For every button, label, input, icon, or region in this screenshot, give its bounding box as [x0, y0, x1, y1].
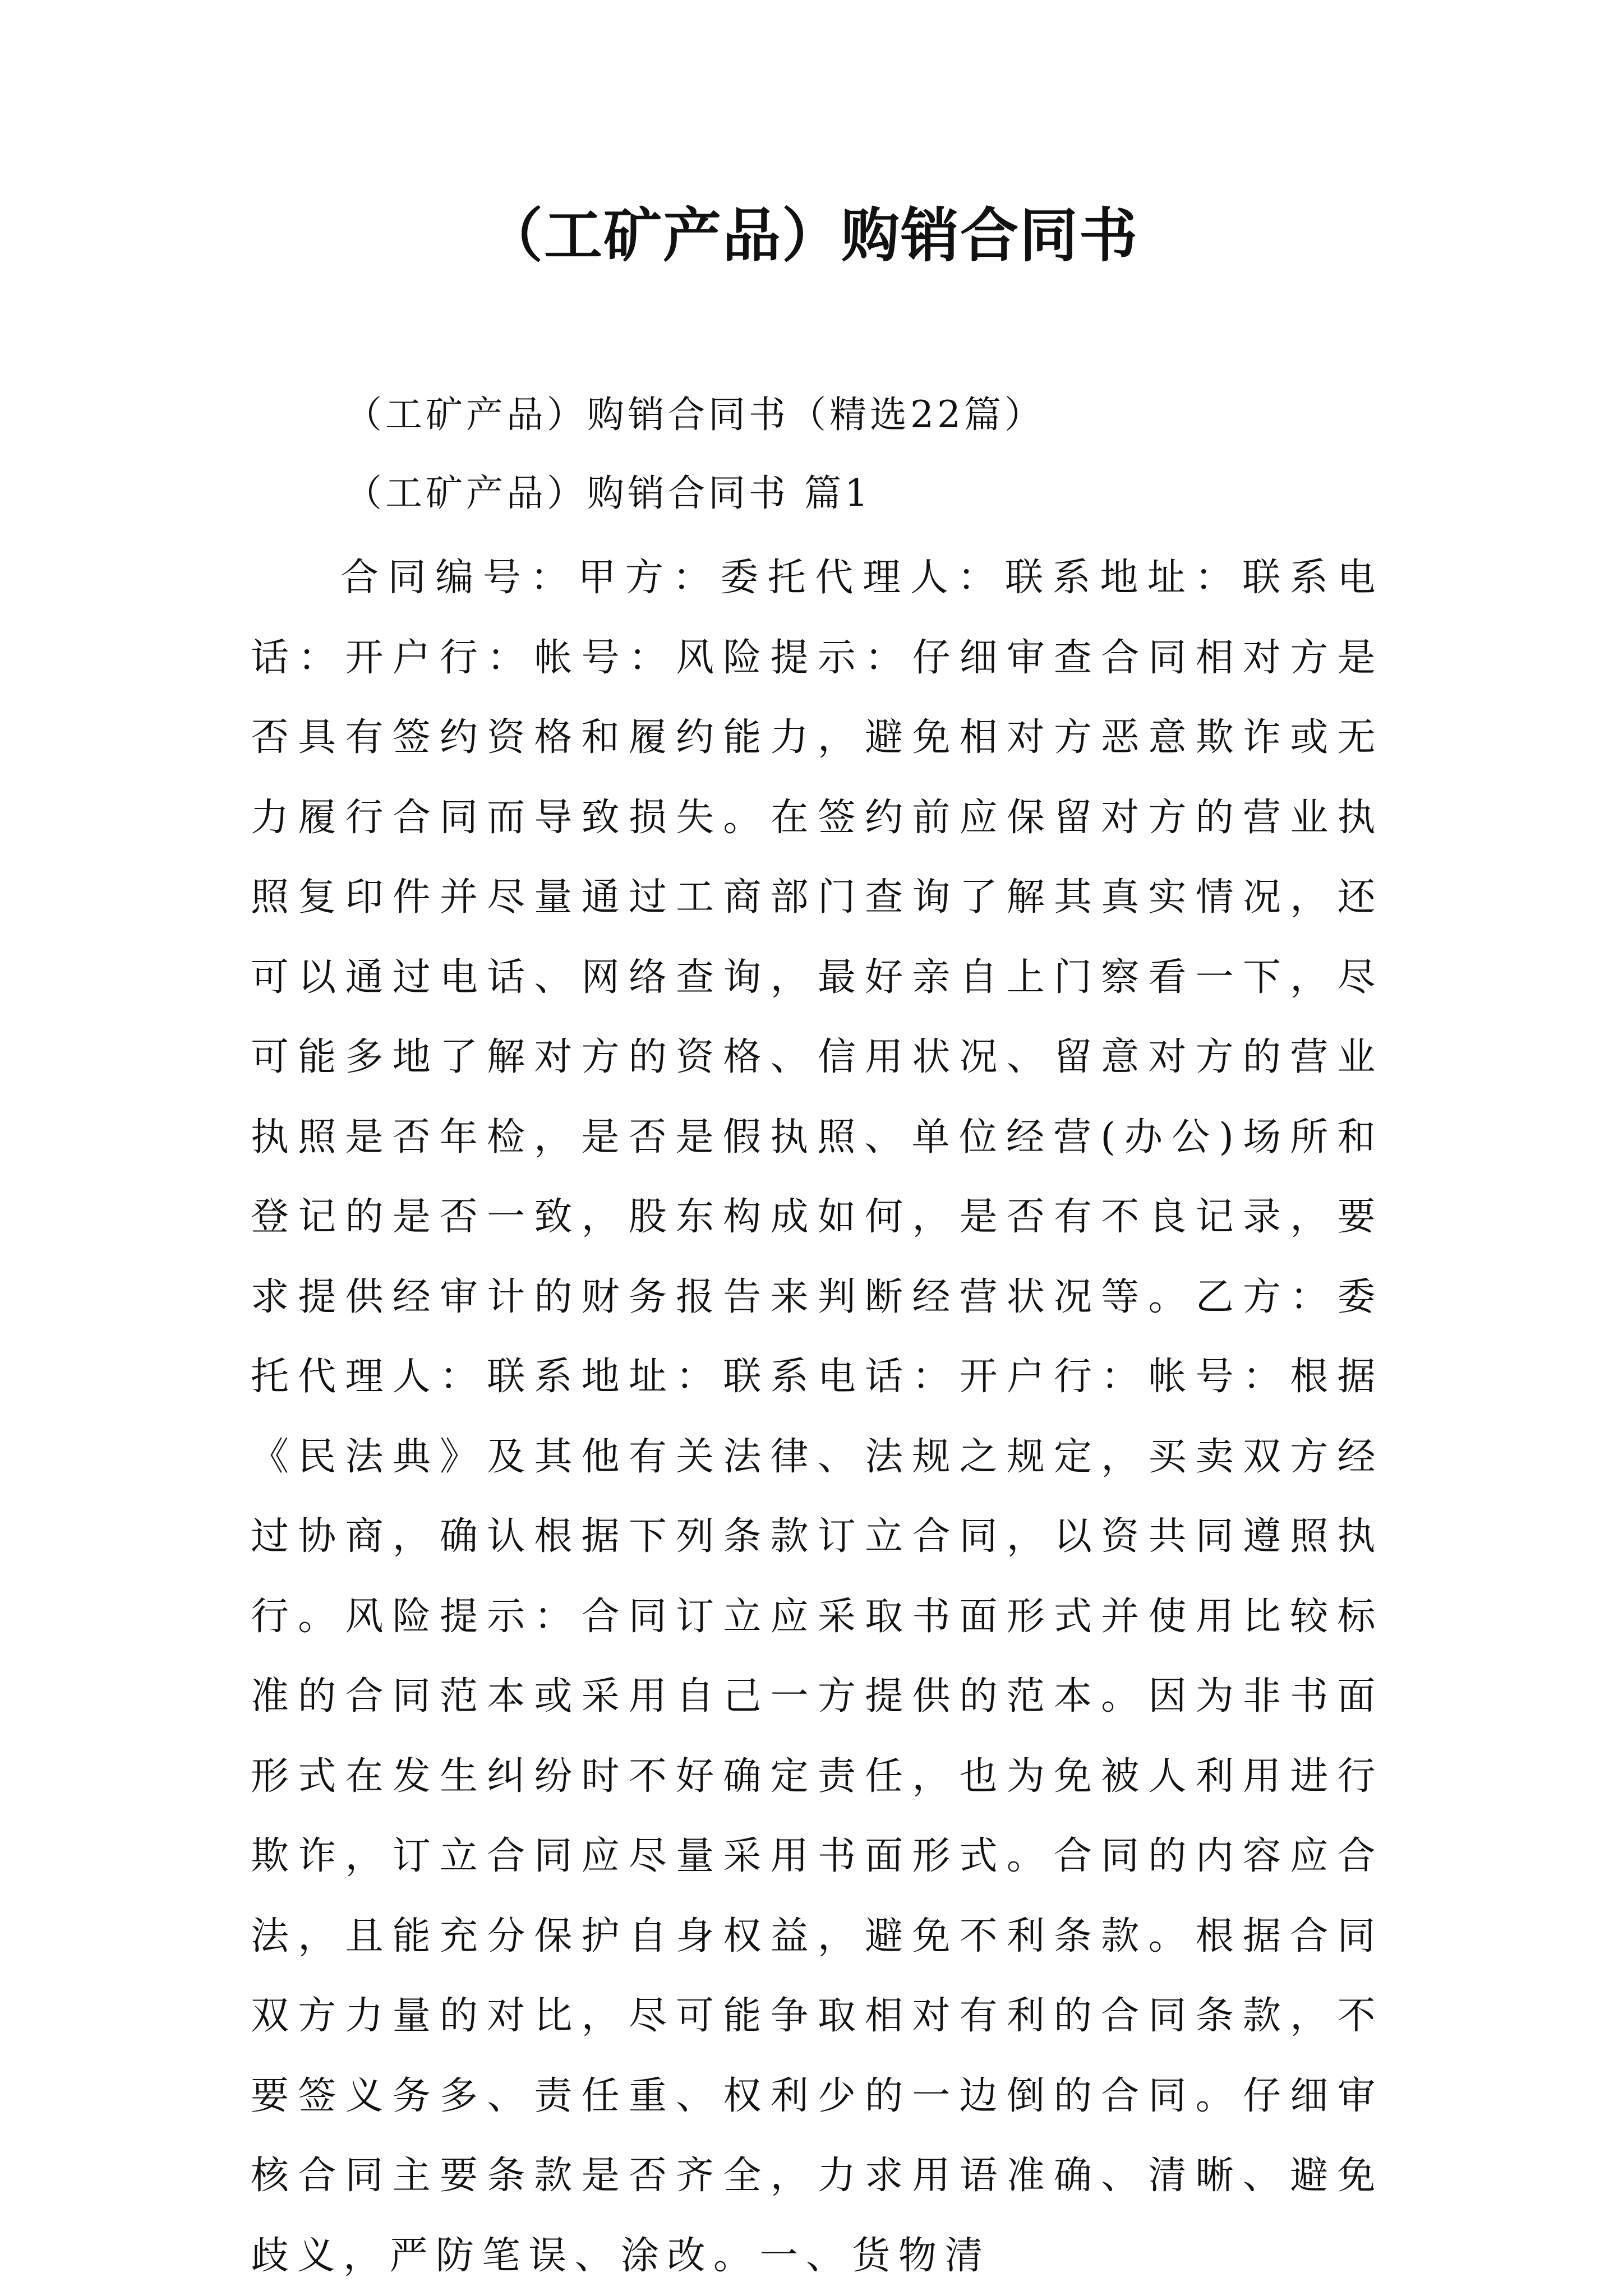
- document-subtitle: （工矿产品）购销合同书（精选22篇）: [345, 393, 1045, 436]
- document-title: （工矿产品）购销合同书: [484, 201, 1138, 270]
- body-paragraph: 合同编号：甲方：委托代理人：联系地址：联系电话：开户行：帐号：风险提示：仔细审查合同相对方是否具有签约资格和履约能力，避免相对方恶意欺诈或无力履行合同而导致损失。在签约前应保留对方的营业执照复印件并尽量通过工商部门查询了解其真实情况，还可以通过电话、网络查询，最好亲自上门察看一下，尽可能多地了解对方的资格、信用状况、留意对方的营业执照是否年检，是否是假执照、单位经营(办公)场所和登记的是否一致，股东构成如何，是否有不良记录，要求提供经审计的财务报告来判断经营状况等。乙方：委托代理人：联系地址：联系电话：开户行：帐号：根据《民法典》及其他有关法律、法规之规定，买卖双方经过协商，确认根据下列条款订立合同，以资共同遵照执行。风险提示：合同订立应采取书面形式并使用比较标准的合同范本或采用自己一方提供的范本。因为非书面形式在发生纠纷时不好确定责任，也为免被人利用进行欺诈，订立合同应尽量采用书面形式。合同的内容应合法，且能充分保护自身权益，避免不利条款。根据合同双方力量的对比，尽可能争取相对有利的合同条款，不要签义务多、责任重、权利少的一边倒的合同。仔细审核合同主要条款是否齐全，力求用语准确、清晰、避免歧义，严防笔误、涂改。一、货物清: [251, 556, 1384, 2278]
- section-heading: （工矿产品）购销合同书 篇1: [345, 472, 872, 515]
